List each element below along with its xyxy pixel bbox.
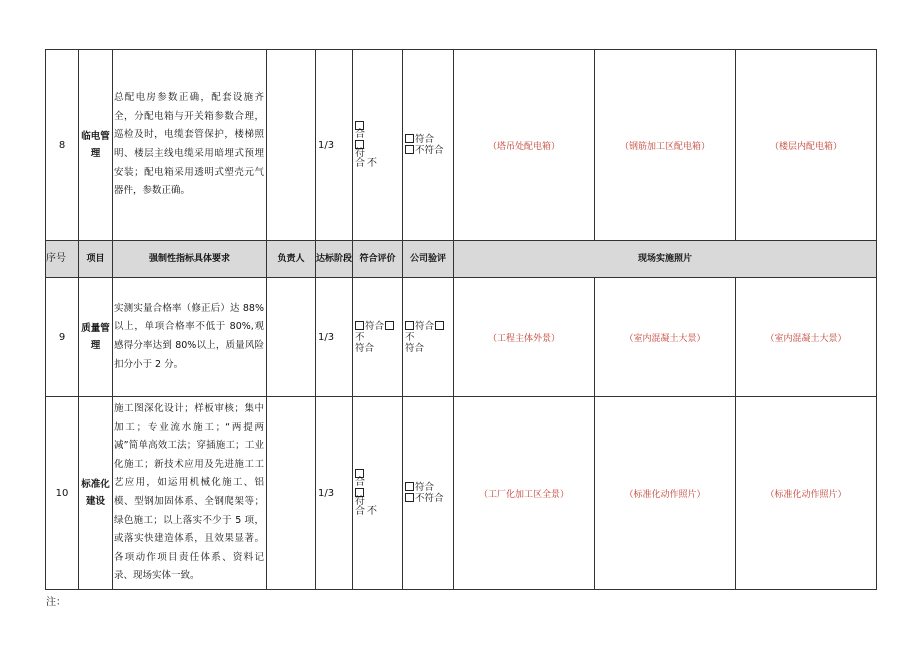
audit-cell bbox=[403, 397, 454, 590]
conform-cell bbox=[353, 50, 403, 241]
row-number: 10 bbox=[46, 397, 79, 590]
stage-value: 1/3 bbox=[316, 50, 353, 241]
photo-caption: （钢筋加工区配电箱） bbox=[595, 50, 736, 241]
header-num: 序号 bbox=[46, 241, 79, 278]
item-name: 标准化建设 bbox=[79, 397, 113, 590]
audit-no-label: 不符合 bbox=[415, 493, 444, 504]
requirement-text: 总配电房参数正确，配套设施齐全，分配电箱与开关箱参数合理，巡检及时，电缆套管保护，楼梯照明、楼层主线电缆采用暗埋式预埋安装；配电箱采用透明式塑壳元气器件，参数正确。 bbox=[113, 50, 267, 241]
photo-caption: （工厂化加工区全景） bbox=[454, 397, 595, 590]
table-row bbox=[46, 50, 877, 241]
photo-caption: （室内混凝土大景） bbox=[595, 278, 736, 397]
footnote: 注： bbox=[46, 597, 66, 608]
item-name: 临电管理 bbox=[79, 50, 113, 241]
checkbox-icon[interactable] bbox=[405, 482, 414, 491]
row-number: 8 bbox=[46, 50, 79, 241]
header-conform: 符合评价 bbox=[353, 241, 403, 278]
audit-cell: 符合不 符合 bbox=[403, 278, 454, 397]
photo-caption: （塔吊处配电箱） bbox=[454, 50, 595, 241]
checkbox-icon[interactable] bbox=[405, 493, 414, 502]
owner-cell bbox=[267, 278, 316, 397]
conform-cell: 符合不 符合 bbox=[353, 278, 403, 397]
checkbox-icon[interactable] bbox=[405, 145, 414, 154]
audit-yes-label: 符合 bbox=[415, 482, 435, 493]
row-number: 9 bbox=[46, 278, 79, 397]
photo-caption: （室内混凝土大景） bbox=[736, 278, 877, 397]
table-row bbox=[46, 397, 877, 590]
conform-checkbox-stack[interactable]: 合 符 合 不 bbox=[355, 469, 377, 517]
audit-no-label: 不符合 bbox=[415, 145, 444, 156]
header-item: 项目 bbox=[79, 241, 113, 278]
checkbox-icon[interactable] bbox=[405, 321, 414, 330]
photo-caption: （标准化动作照片） bbox=[595, 397, 736, 590]
photo-caption: （工程主体外景） bbox=[454, 278, 595, 397]
audit-cell bbox=[403, 50, 454, 241]
header-owner: 负责人 bbox=[267, 241, 316, 278]
compliance-table bbox=[45, 49, 877, 590]
photo-caption: （楼层内配电箱） bbox=[736, 50, 877, 241]
table-header bbox=[46, 241, 877, 278]
owner-cell bbox=[267, 50, 316, 241]
header-stage: 达标阶段 bbox=[316, 241, 353, 278]
header-photos: 现场实施照片 bbox=[454, 241, 877, 278]
checkbox-icon[interactable] bbox=[435, 321, 444, 330]
checkbox-icon[interactable] bbox=[405, 134, 414, 143]
table-row bbox=[46, 278, 877, 397]
item-name: 质量管理 bbox=[79, 278, 113, 397]
photo-caption: （标准化动作照片） bbox=[736, 397, 877, 590]
requirement-text: 实测实量合格率（修正后）达 88%以上，单项合格率不低于 80%,观感得分率达到 80%以上，质量风险扣分小于 2 分。 bbox=[113, 278, 267, 397]
stage-value: 1/3 bbox=[316, 397, 353, 590]
checkbox-icon[interactable] bbox=[355, 321, 364, 330]
header-audit: 公司验评 bbox=[403, 241, 454, 278]
header-req: 强制性指标具体要求 bbox=[113, 241, 267, 278]
conform-checkbox-stack[interactable]: 合 符 合 不 bbox=[355, 121, 377, 169]
checkbox-icon[interactable] bbox=[385, 321, 394, 330]
owner-cell bbox=[267, 397, 316, 590]
audit-yes-label: 符合 bbox=[415, 134, 435, 145]
requirement-text: 施工图深化设计；样板审核；集中加工；专业流水施工；“两提两减”简单高效工法；穿插施工；工业化施工；新技术应用及先进施工工艺应用，如运用机械化施工、铝模、型钢加固体系、全钢爬架等；绿色施工；以上落实不少于 5 项，或落实快建造体系，且效果显著。各项动作项目责任体系、资料记录、现场实体一致。 bbox=[113, 397, 267, 590]
conform-cell bbox=[353, 397, 403, 590]
stage-value: 1/3 bbox=[316, 278, 353, 397]
